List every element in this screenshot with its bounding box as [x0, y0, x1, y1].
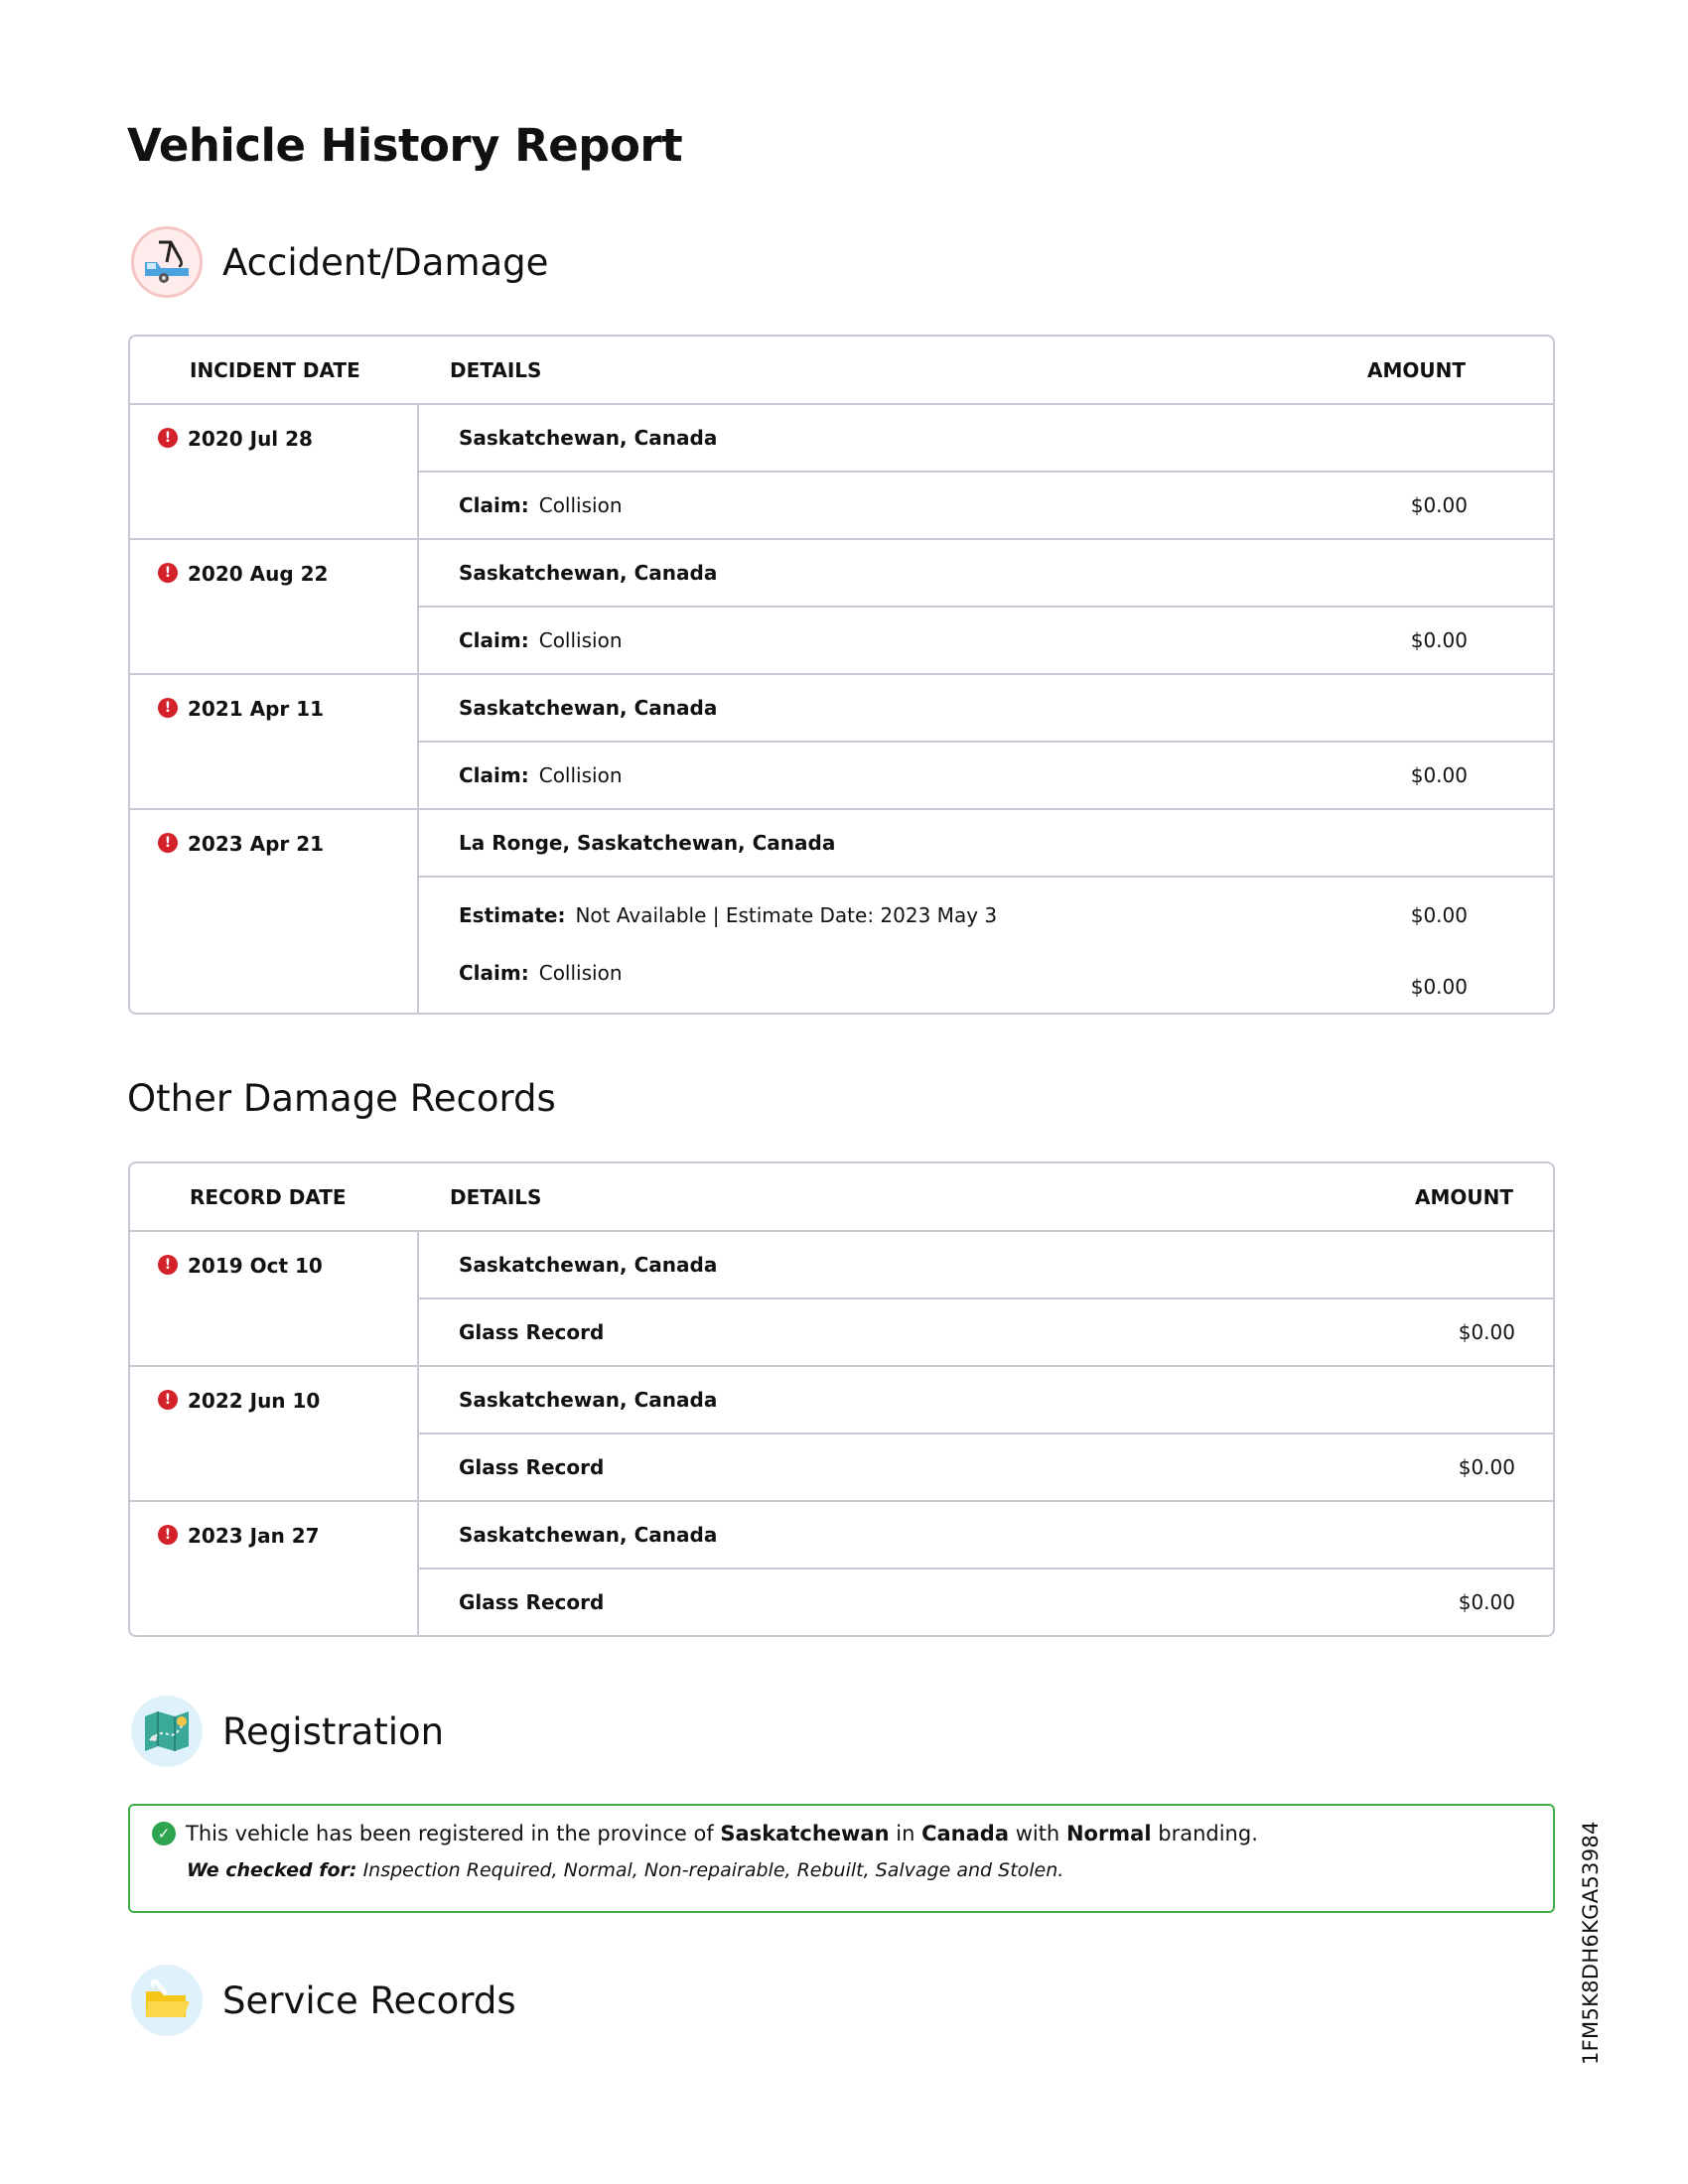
record-date: 2023 Jan 27 — [188, 1524, 320, 1548]
accident-table — [128, 335, 1555, 1015]
claim-line — [419, 473, 1553, 538]
record-row — [130, 1232, 1553, 1367]
incident-lines — [419, 878, 1553, 1013]
record-line — [419, 1299, 1553, 1365]
other-damage-title: Other Damage Records — [127, 1077, 556, 1120]
alert-icon: ! — [158, 563, 178, 583]
incident-details — [419, 540, 1553, 673]
checked-label: We checked for: — [187, 1859, 357, 1881]
estimate-line — [459, 895, 1553, 935]
alert-icon: ! — [158, 1255, 178, 1275]
incident-row — [130, 405, 1553, 540]
estimate-amount: $0.00 — [1410, 903, 1468, 927]
incident-date-header: INCIDENT DATE — [190, 357, 360, 382]
sentence-prefix: This vehicle has been registered in the province of — [186, 1822, 714, 1845]
claim-value: Collision — [538, 628, 623, 652]
claim-line — [459, 953, 1553, 999]
incident-date-cell — [130, 540, 419, 673]
record-label: Glass Record — [459, 1455, 605, 1479]
claim-value: Collision — [538, 961, 623, 985]
other-damage-table-header — [130, 1163, 1553, 1232]
claim-line — [419, 743, 1553, 808]
alert-icon: ! — [158, 428, 178, 448]
claim-line — [419, 608, 1553, 673]
incident-details — [419, 405, 1553, 538]
alert-icon: ! — [158, 833, 178, 853]
province: Saskatchewan — [720, 1822, 890, 1845]
tow-truck-icon — [131, 226, 203, 298]
sentence-suffix: branding. — [1158, 1822, 1258, 1845]
record-date-cell — [130, 1367, 419, 1500]
record-details — [419, 1367, 1553, 1500]
record-location: Saskatchewan, Canada — [419, 1232, 1553, 1299]
page-title: Vehicle History Report — [127, 119, 683, 172]
record-date-cell — [130, 1232, 419, 1365]
incident-location: La Ronge, Saskatchewan, Canada — [419, 810, 1553, 878]
folder-wrench-icon — [131, 1965, 203, 2036]
record-date-cell — [130, 1502, 419, 1635]
registration-section-header — [131, 1696, 444, 1767]
record-line — [419, 1434, 1553, 1500]
word-with: with — [1015, 1822, 1060, 1845]
amount-header: AMOUNT — [1366, 357, 1466, 382]
incident-date: 2021 Apr 11 — [188, 697, 325, 721]
record-label: Glass Record — [459, 1320, 605, 1344]
incident-date: 2020 Jul 28 — [188, 427, 313, 451]
claim-label: Claim: — [459, 961, 529, 985]
word-in: in — [896, 1822, 915, 1845]
check-circle-icon: ✓ — [152, 1822, 176, 1845]
record-date-header: RECORD DATE — [190, 1184, 347, 1209]
accident-section-title: Accident/Damage — [222, 240, 549, 284]
record-amount: $0.00 — [1458, 1320, 1515, 1344]
accident-section-header — [131, 226, 548, 298]
incident-details — [419, 675, 1553, 808]
record-amount: $0.00 — [1458, 1455, 1515, 1479]
estimate-value: Not Available | Estimate Date: 2023 May 3 — [575, 903, 998, 927]
registration-section-title: Registration — [222, 1709, 445, 1753]
incident-date-cell — [130, 405, 419, 538]
claim-amount: $0.00 — [1410, 763, 1468, 787]
accident-table-header — [130, 337, 1553, 405]
checked-items: Inspection Required, Normal, Non-repairable, Rebuilt, Salvage and Stolen. — [362, 1859, 1064, 1881]
claim-label: Claim: — [459, 628, 529, 652]
claim-label: Claim: — [459, 493, 529, 517]
incident-details — [419, 810, 1553, 1013]
checked-for-line — [152, 1859, 1553, 1881]
service-section-title: Service Records — [222, 1979, 516, 2022]
alert-icon: ! — [158, 1525, 178, 1545]
map-icon — [131, 1696, 203, 1767]
incident-date-cell — [130, 675, 419, 808]
registration-statement — [152, 1822, 1553, 1845]
claim-amount: $0.00 — [1410, 493, 1468, 517]
incident-row — [130, 810, 1553, 1013]
alert-icon: ! — [158, 698, 178, 718]
incident-location: Saskatchewan, Canada — [419, 540, 1553, 608]
claim-amount: $0.00 — [1410, 975, 1468, 999]
claim-value: Collision — [538, 763, 623, 787]
country: Canada — [921, 1822, 1009, 1845]
incident-location: Saskatchewan, Canada — [419, 405, 1553, 473]
record-location: Saskatchewan, Canada — [419, 1502, 1553, 1570]
incident-date-cell — [130, 810, 419, 1013]
record-details — [419, 1502, 1553, 1635]
registration-status-box — [128, 1804, 1555, 1913]
branding: Normal — [1065, 1822, 1152, 1845]
incident-row — [130, 540, 1553, 675]
other-damage-table — [128, 1161, 1555, 1637]
incident-date: 2020 Aug 22 — [188, 562, 329, 586]
details-header: DETAILS — [450, 357, 542, 382]
estimate-label: Estimate: — [459, 903, 566, 927]
record-row — [130, 1367, 1553, 1502]
alert-icon: ! — [158, 1390, 178, 1410]
amount-header: AMOUNT — [1414, 1184, 1513, 1209]
claim-label: Claim: — [459, 763, 529, 787]
record-location: Saskatchewan, Canada — [419, 1367, 1553, 1434]
incident-row — [130, 675, 1553, 810]
service-section-header — [131, 1965, 516, 2036]
incident-location: Saskatchewan, Canada — [419, 675, 1553, 743]
record-date: 2022 Jun 10 — [188, 1389, 321, 1413]
vin-label: 1FM5K8DH6KGA53984 — [1579, 1821, 1603, 2065]
record-row — [130, 1502, 1553, 1635]
claim-value: Collision — [538, 493, 623, 517]
record-details — [419, 1232, 1553, 1365]
details-header: DETAILS — [450, 1184, 542, 1209]
record-amount: $0.00 — [1458, 1590, 1515, 1614]
claim-amount: $0.00 — [1410, 628, 1468, 652]
record-line — [419, 1570, 1553, 1635]
registration-text — [186, 1822, 1258, 1845]
record-date: 2019 Oct 10 — [188, 1254, 323, 1278]
incident-date: 2023 Apr 21 — [188, 832, 325, 856]
record-label: Glass Record — [459, 1590, 605, 1614]
